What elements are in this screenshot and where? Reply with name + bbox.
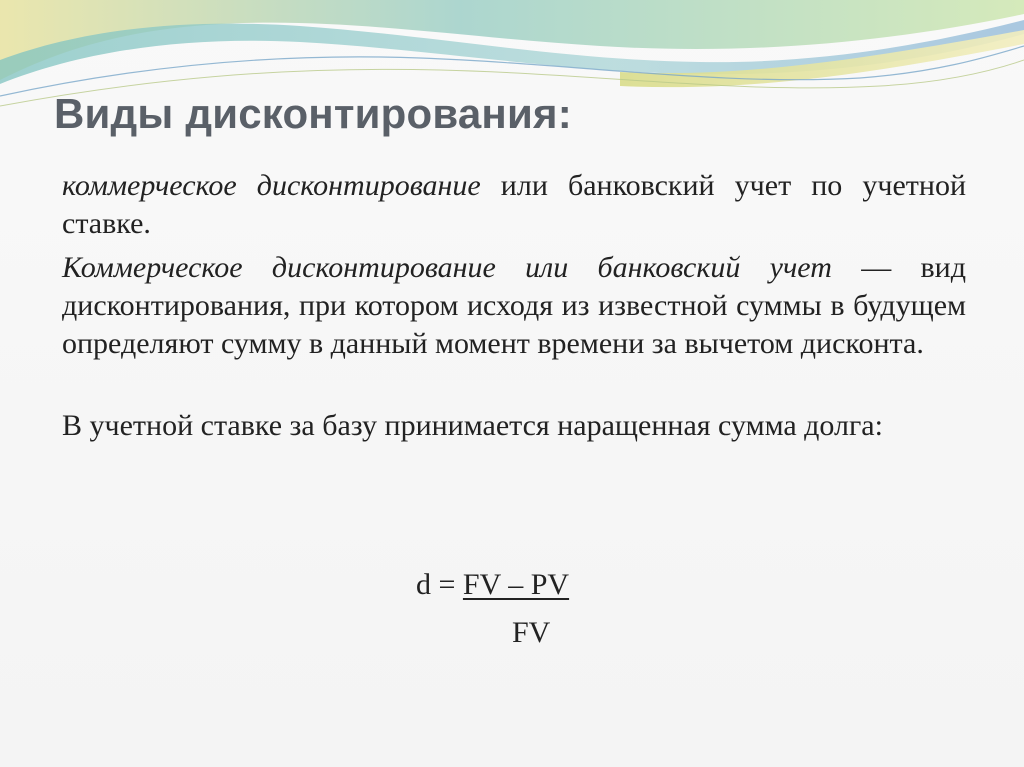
term-definition: Коммерческое дисконтирование или банковский учет xyxy=(62,251,832,284)
paragraph-types xyxy=(62,167,966,243)
formula-denominator: FV xyxy=(512,616,551,649)
formula-numerator: FV – PV xyxy=(462,568,570,601)
discount-rate-formula xyxy=(416,568,636,658)
slide-body xyxy=(62,167,966,451)
formula-lhs: d = xyxy=(416,568,463,601)
formula-top-line xyxy=(416,568,569,602)
paragraph-definition-text: — вид дисконтирования, при котором исходя из известной суммы в будущем определяют сумму в данный момент времени за вычетом дисконта. xyxy=(62,251,966,360)
paragraph-types-text: или банковский учет по учетной ставке. xyxy=(62,169,966,240)
paragraph-definition xyxy=(62,249,966,363)
paragraph-base: В учетной ставке за базу принимается наращенная сумма долга: xyxy=(62,409,883,442)
slide-title: Виды дисконтирования: xyxy=(54,90,572,137)
term-commercial-discounting: коммерческое дисконтирование xyxy=(62,169,481,202)
